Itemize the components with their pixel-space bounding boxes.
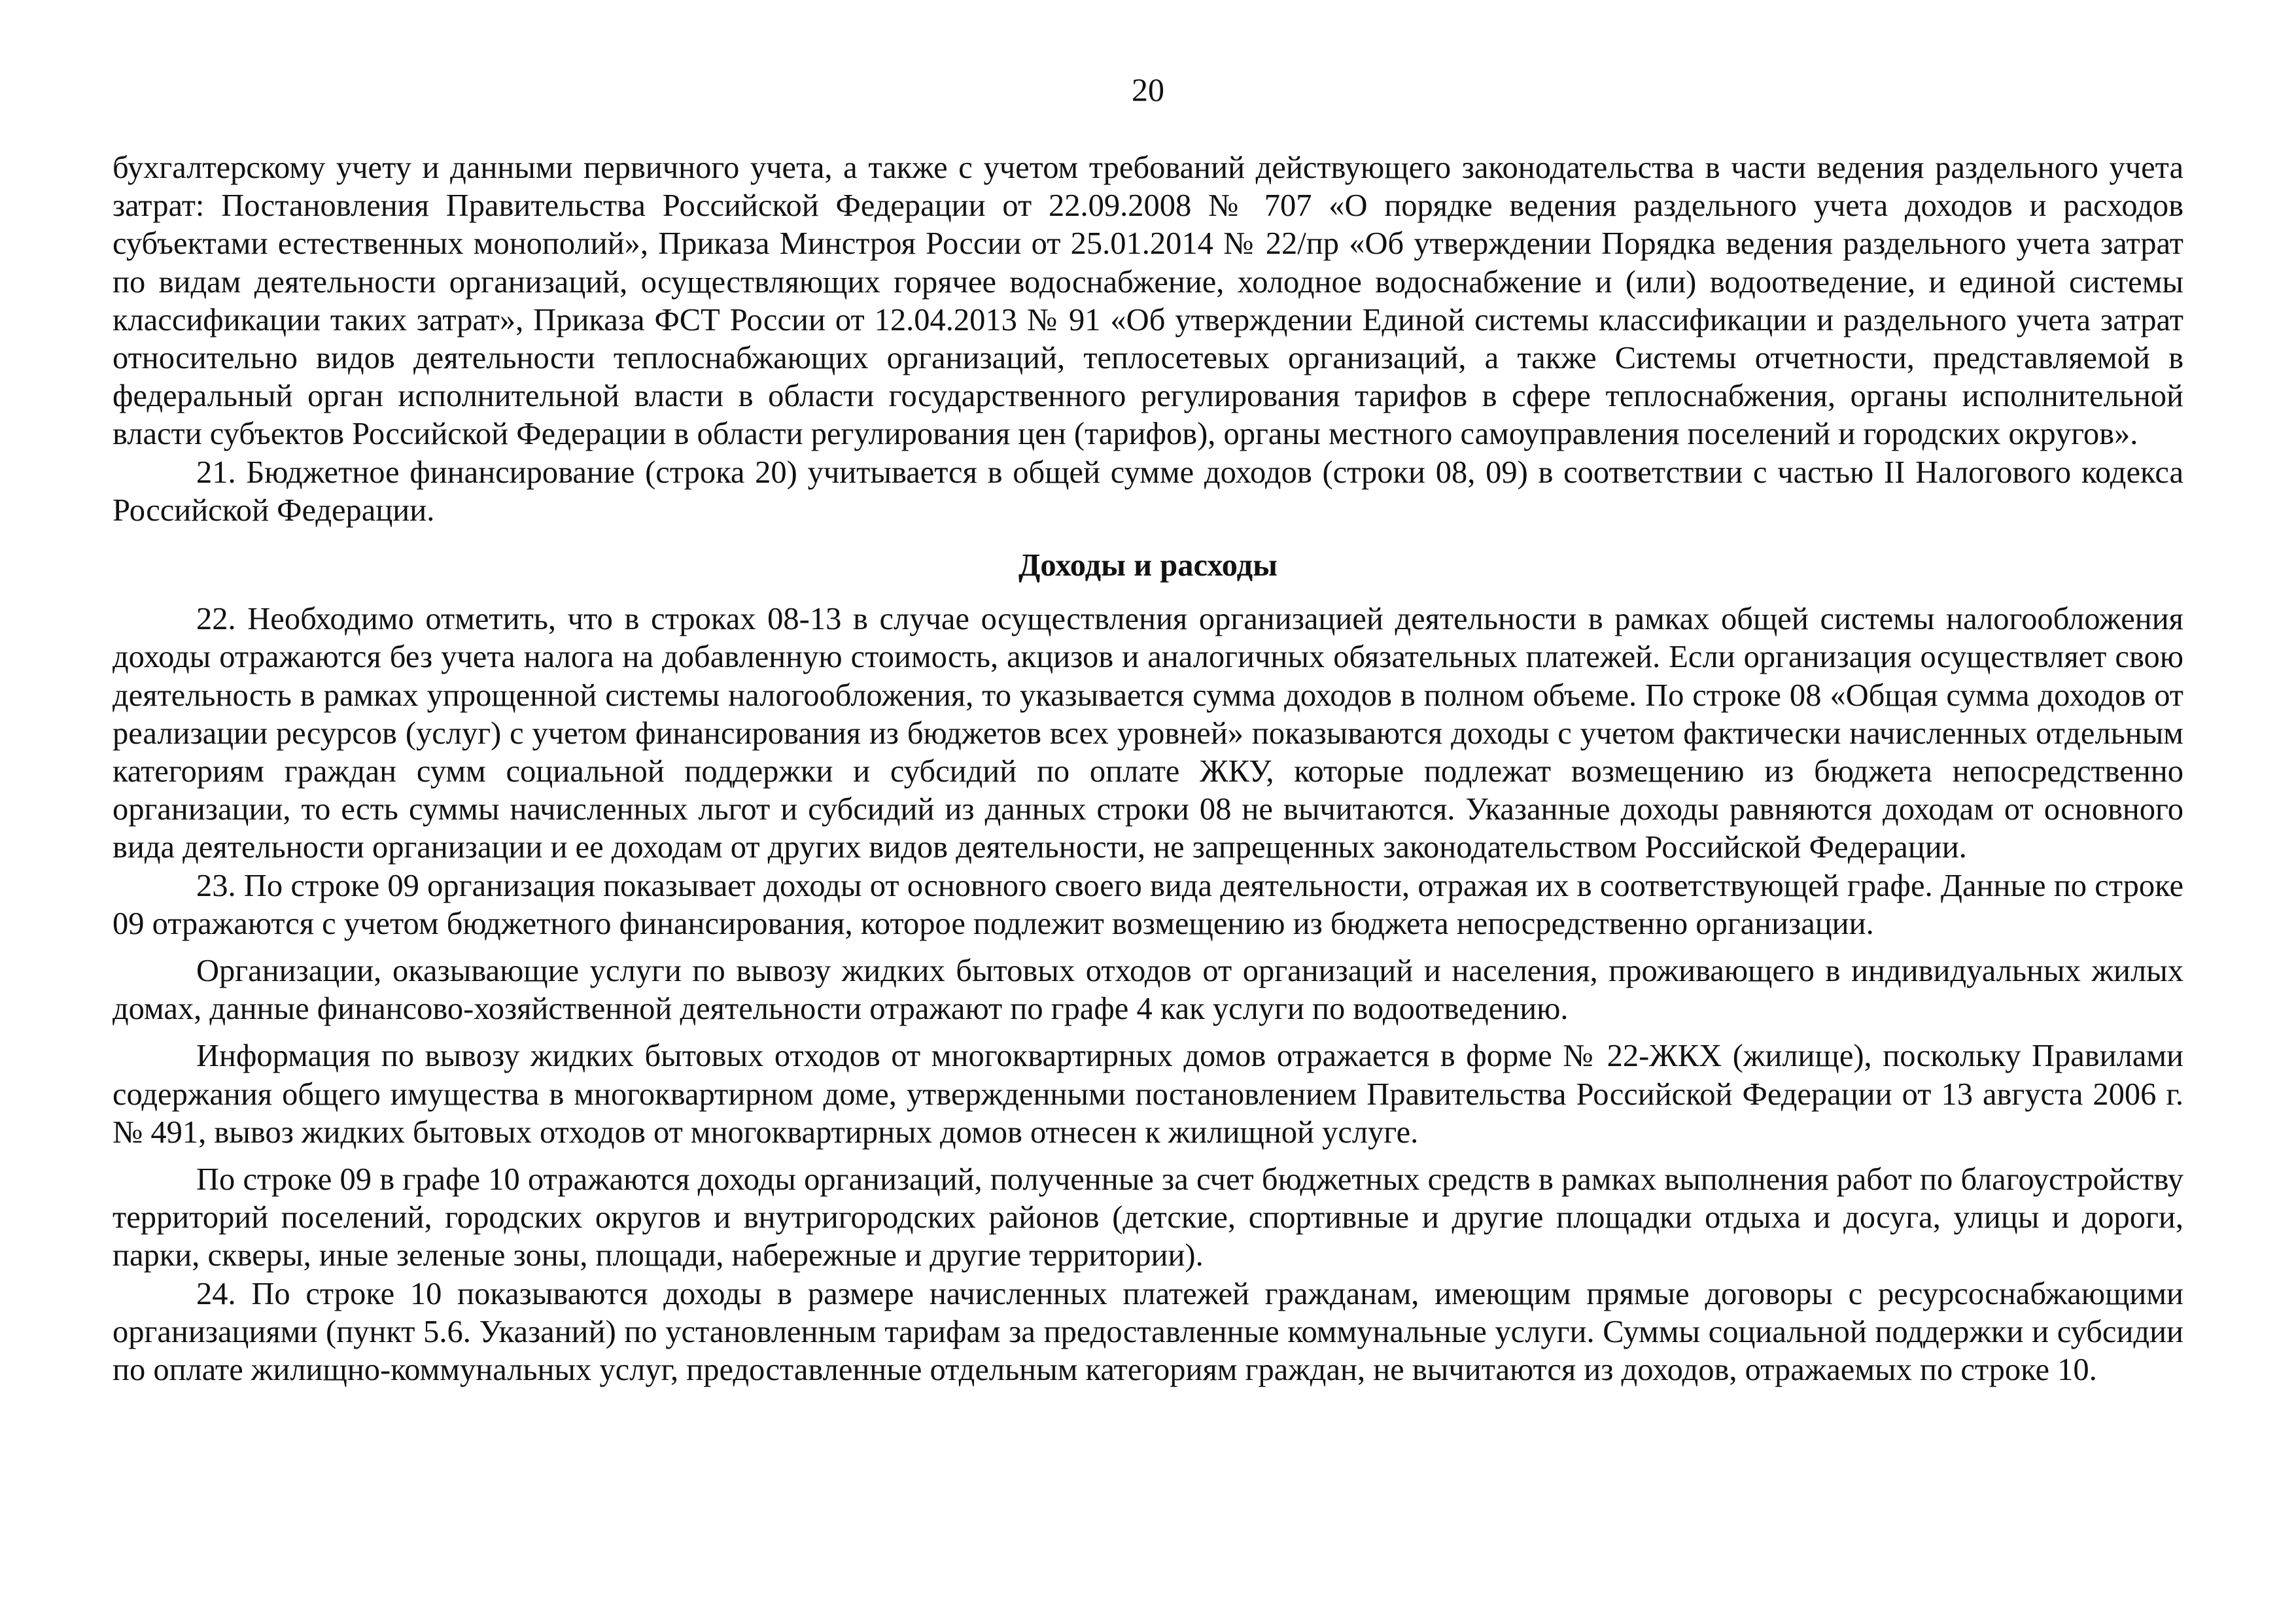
- paragraph-22: 22. Необходимо отметить, что в строках 08-13 в случае осуществления организацией деятельности в рамках общей системы налогообложения доходы отражаются без учета налога на добавленную стоимость, акцизов и аналогичных обязательных платежей. Если организация осуществляет свою деятельность в рамках упрощенной системы налогообложения, то указывается сумма доходов в полном объеме. По строке 08 «Общая сумма доходов от реализации ресурсов (услуг) с учетом финансирования из бюджетов всех уровней» показываются доходы с учетом фактически начисленных отдельным категориям граждан сумм социальной поддержки и субсидий по оплате ЖКУ, которые подлежат возмещению из бюджета непосредственно организации, то есть суммы начисленных льгот и субсидий из данных строки 08 не вычитаются. Указанные доходы равняются доходам от основного вида деятельности организации и ее доходам от других видов деятельности, не запрещенных законодательством Российской Федерации.: [113, 602, 2183, 865]
- paragraph-23-liquid-waste: Организации, оказывающие услуги по вывозу жидких бытовых отходов от организаций и населения, проживающего в индивидуальных жилых домах, данные финансово-хозяйственной деятельности отражают по графе 4 как услуги по водоотведению.: [113, 954, 2183, 1027]
- page-number: 20: [1132, 71, 1164, 108]
- paragraph-continuation: бухгалтерскому учету и данными первичного учета, а также с учетом требований действующего законодательства в части ведения раздельного учета затрат: Постановления Правительства Российской Федерации от 22.09.2008 № 707 «О порядке ведения раздельного учета доходов и расходов субъектами естественных монополий», Приказа Минстроя России от 25.01.2014 № 22/пр «Об утверждении Порядка ведения раздельного учета затрат по видам деятельности организаций, осуществляющих горячее водоснабжение, холодное водоснабжение и (или) водоотведение, и единой системы классификации таких затрат», Приказа ФСТ России от 12.04.2013 № 91 «Об утверждении Единой системы классификации и раздельного учета затрат относительно видов деятельности теплоснабжающих организаций, теплосетевых организаций, а также Системы отчетности, представляемой в федеральный орган исполнительной власти в области государственного регулирования тарифов в сфере теплоснабжения, органы исполнительной власти субъектов Российской Федерации в области регулирования цен (тарифов), органы местного самоуправления поселений и городских округов».: [113, 150, 2183, 452]
- paragraph-23-column-10: По строке 09 в графе 10 отражаются доходы организаций, полученные за счет бюджетных средств в рамках выполнения работ по благоустройству территорий поселений, городских округов и внутригородских районов (детские, спортивные и другие площадки отдыха и досуга, улицы и дороги, парки, скверы, иные зеленые зоны, площади, набережные и другие территории).: [113, 1162, 2183, 1273]
- section-heading: Доходы и расходы: [1018, 548, 1278, 583]
- document-body: [113, 149, 2183, 1389]
- paragraph-23-apartment-buildings: Информация по вывозу жидких бытовых отходов от многоквартирных домов отражается в форме № 22-ЖКХ (жилище), поскольку Правилами содержания общего имущества в многоквартирном доме, утвержденными постановлением Правительства Российской Федерации от 13 августа 2006 г. № 491, вывоз жидких бытовых отходов от многоквартирных домов отнесен к жилищной услуге.: [113, 1039, 2183, 1150]
- document-page: [113, 0, 2183, 1622]
- paragraph-21: 21. Бюджетное финансирование (строка 20) учитывается в общей сумме доходов (строки 08, 09) в соответствии с частью II Налогового кодекса Российской Федерации.: [113, 455, 2183, 528]
- paragraph-24: 24. По строке 10 показываются доходы в размере начисленных платежей гражданам, имеющим прямые договоры с ресурсоснабжающими организациями (пункт 5.6. Указаний) по установленным тарифам за предоставленные коммунальные услуги. Суммы социальной поддержки и субсидии по оплате жилищно-коммунальных услуг, предоставленные отдельным категориям граждан, не вычитаются из доходов, отражаемых по строке 10.: [113, 1276, 2183, 1388]
- paragraph-23: 23. По строке 09 организация показывает доходы от основного своего вида деятельности, отражая их в соответствующей графе. Данные по строке 09 отражаются с учетом бюджетного финансирования, которое подлежит возмещению из бюджета непосредственно организации.: [113, 868, 2183, 941]
